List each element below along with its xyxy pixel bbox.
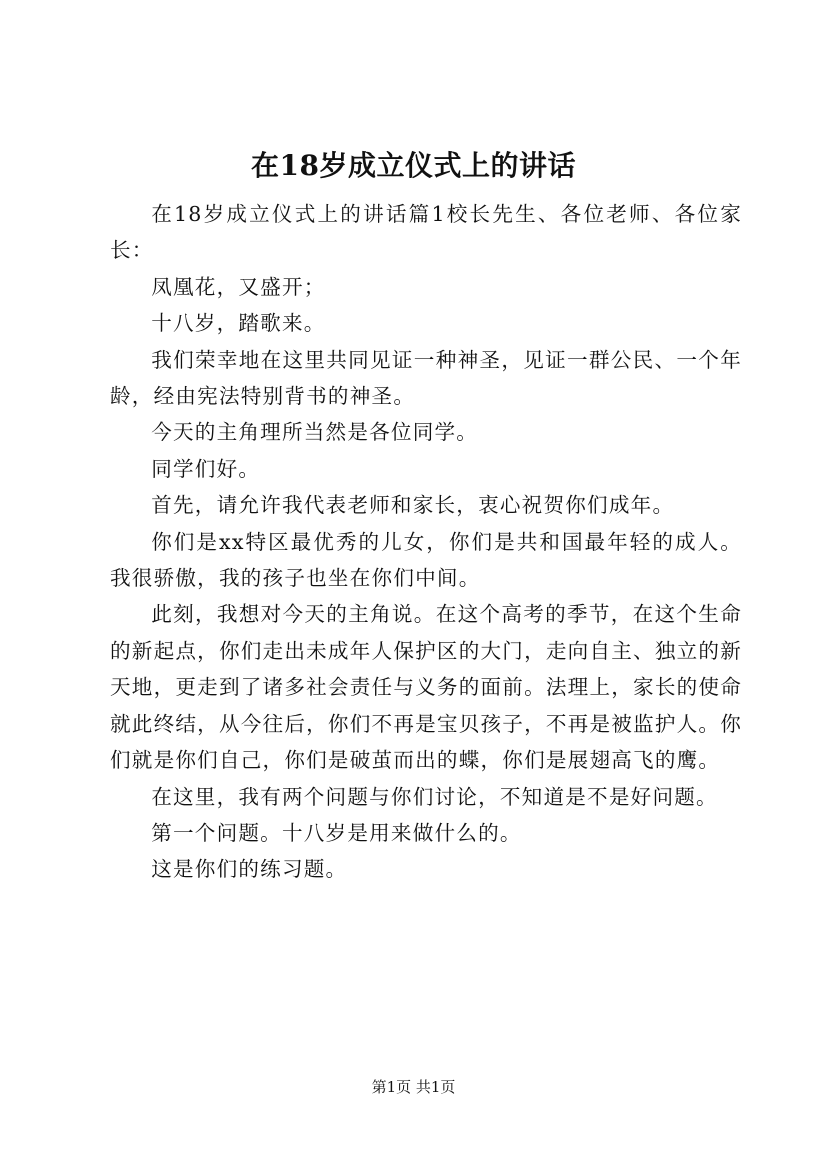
paragraph: 凤凰花，又盛开； bbox=[151, 274, 326, 299]
paragraph: 在这里，我有两个问题与你们讨论，不知道是不是好问题。 bbox=[151, 784, 718, 809]
paragraph: 这是你们的练习题。 bbox=[151, 857, 348, 882]
paragraph: 十八岁，踏歌来。 bbox=[151, 311, 326, 336]
paragraph: 今天的主角理所当然是各位同学。 bbox=[151, 420, 479, 445]
page-number-footer: 第1页 共1页 bbox=[371, 1078, 456, 1096]
document-body bbox=[110, 196, 742, 888]
paragraph: 此刻，我想对今天的主角说。在这个高考的季节，在这个生命的新起点，你们走出未成年人保护区的大门，走向自主、独立的新天地，更走到了诸多社会责任与义务的面前。法理上，家长的使命就此终结，从今往后，你们不再是宝贝孩子，不再是被监护人。你们就是你们自己，你们是破茧而出的蝶，你们是展翅高飞的鹰。 bbox=[110, 602, 743, 773]
paragraph: 我们荣幸地在这里共同见证一种神圣，见证一群公民、一个年龄，经由宪法特别背书的神圣。 bbox=[110, 347, 742, 409]
paragraph: 你们是xx特区最优秀的儿女，你们是共和国最年轻的成人。我很骄傲，我的孩子也坐在你们中间。 bbox=[110, 529, 742, 591]
paragraph: 同学们好。 bbox=[151, 456, 261, 481]
paragraph: 首先，请允许我代表老师和家长，衷心祝贺你们成年。 bbox=[151, 493, 675, 518]
document-title: 在18岁成立仪式上的讲话 bbox=[251, 149, 576, 182]
paragraph: 第一个问题。十八岁是用来做什么的。 bbox=[151, 820, 522, 845]
paragraph: 在18岁成立仪式上的讲话篇1校长先生、各位老师、各位家长： bbox=[110, 202, 742, 263]
